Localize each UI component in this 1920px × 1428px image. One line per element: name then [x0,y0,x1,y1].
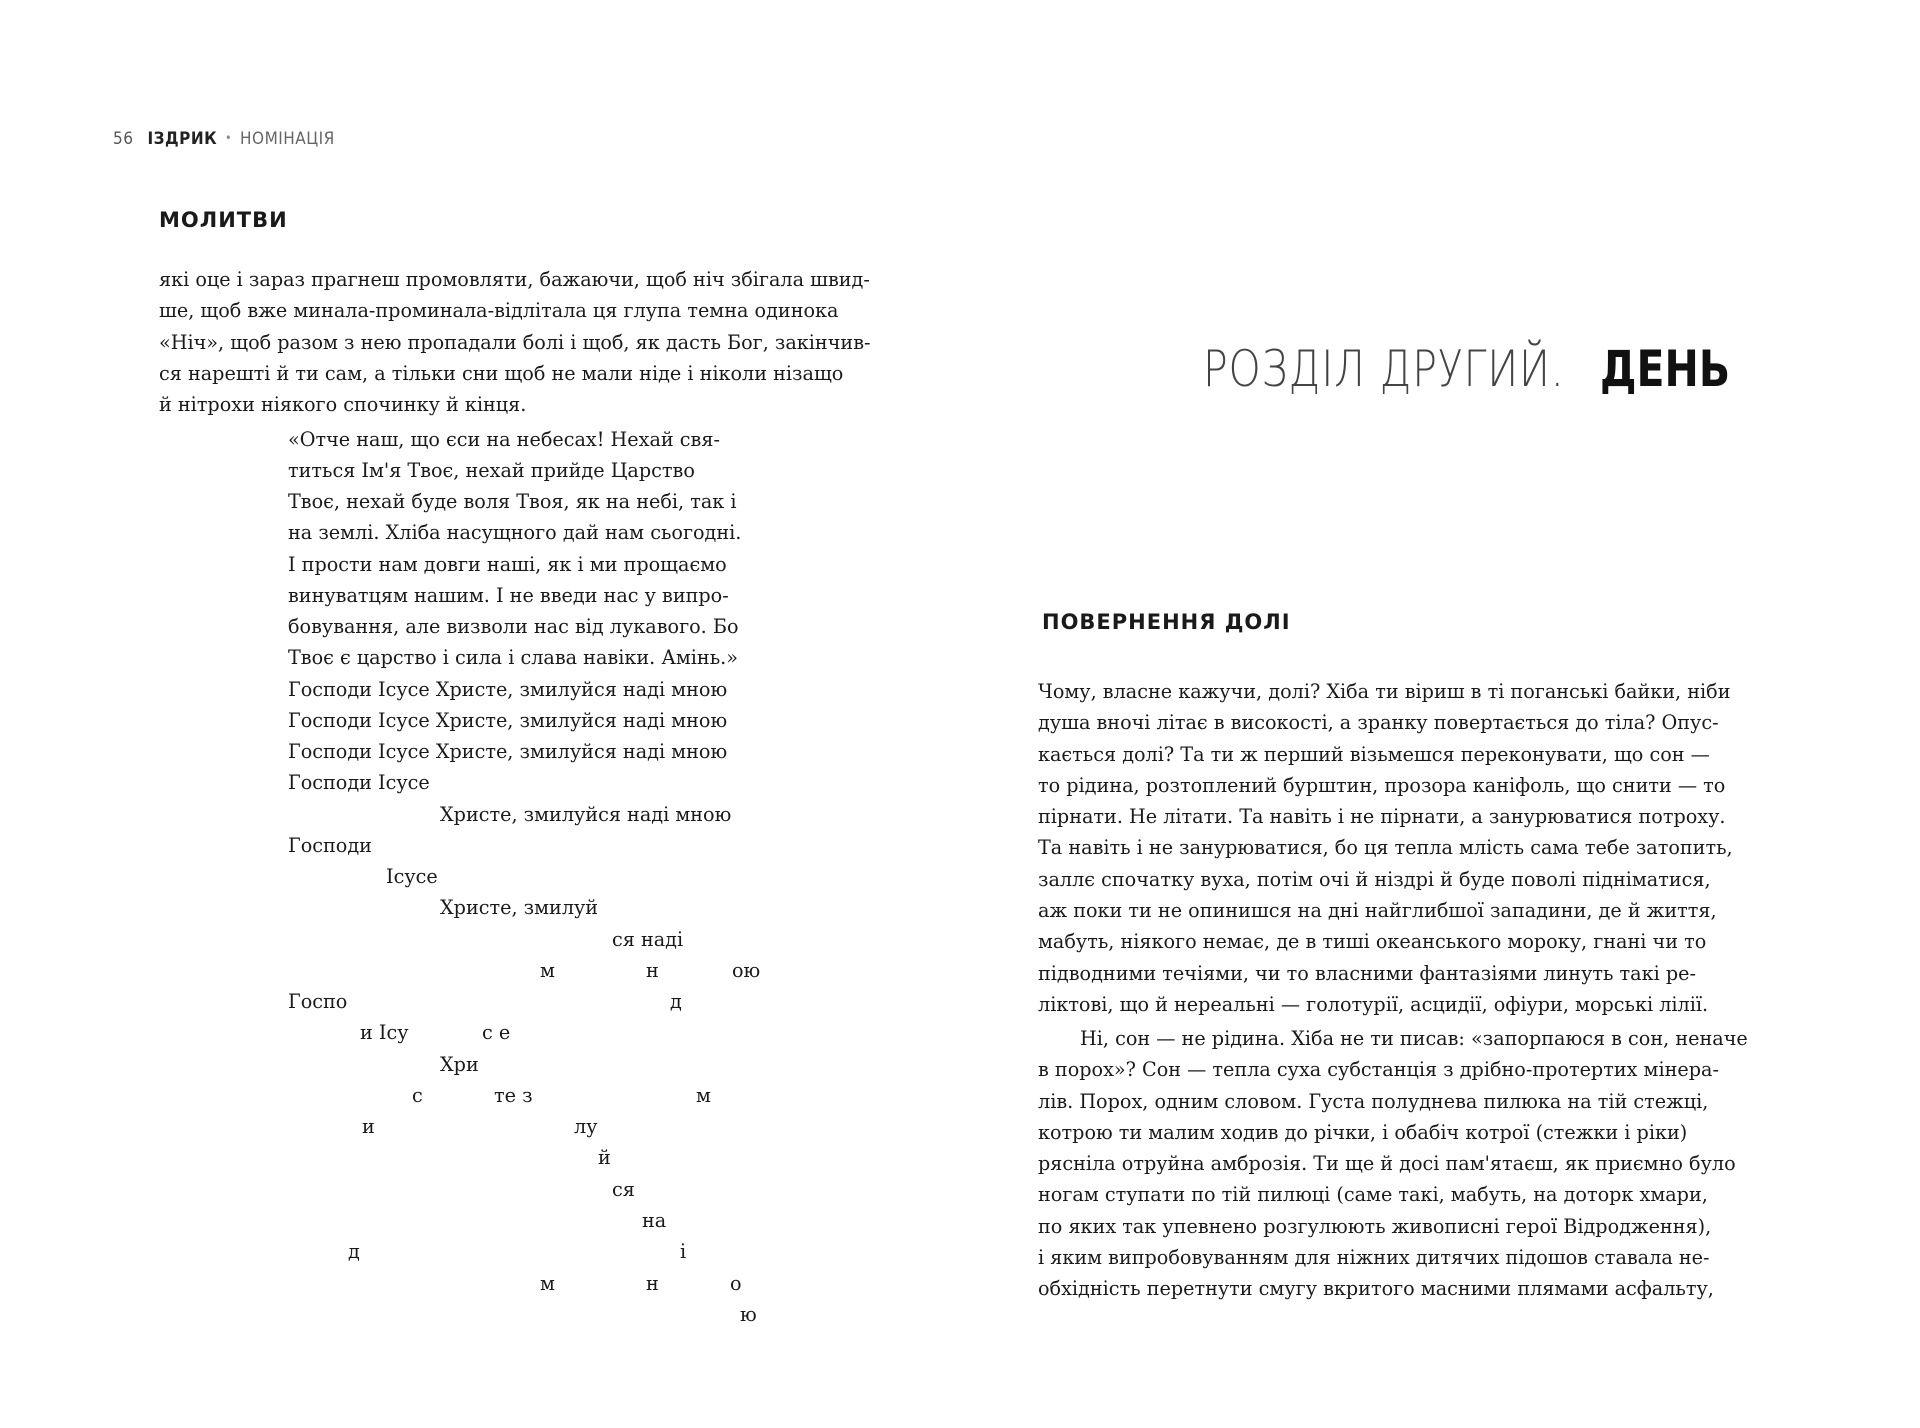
prayer-line: Христе, змилуй [440,896,599,919]
scatter-fragment: с е [482,1021,511,1044]
chapter-title [1203,340,1759,398]
prayer-line: винуватцям нашим. І не введи нас у випро- [288,584,729,607]
scatter-fragment: Хри [440,1053,479,1076]
prayer-line: І прости нам довги наші, як і ми прощаємо [288,553,727,576]
text-line: ногам ступати по тій пилюці (саме такі, мабуть, на доторк хмари, [1038,1183,1708,1207]
prayer-line: Твоє є царство і сила і слава навіки. Амінь.» [288,646,738,669]
text-line: Ні, сон — не рідина. Хіба не ти писав: «запорпаюся в сон, неначе [1080,1027,1748,1050]
prayer-line: Христе, змилуйся наді мною [440,803,732,826]
text-line: ся нарешті й ти сам, а тільки сни щоб не мали ніде і ніколи нізащо [159,361,844,385]
text-line: і яким випробовуванням для ніжних дитячих підошов ставала не- [1038,1246,1710,1270]
scatter-fragment: м [540,1272,555,1295]
left-intro-paragraph [159,264,899,420]
text-line: заллє спочатку вуха, потім очі й ніздрі й буде поволі підніматися, [1038,867,1711,891]
scatter-fragment: ю [740,1303,757,1326]
scatter-fragment: й [598,1146,611,1169]
text-line: Чому, власне кажучи, долі? Хіба ти віриш в ті поганські байки, ніби [1038,680,1731,703]
text-line: лів. Порох, одним словом. Густа полуднева пилюка на тій стежці, [1038,1089,1709,1113]
text-line: підводними течіями, чи то власними фантазіями линуть такі ре- [1038,961,1696,985]
text-line: мабуть, ніякого немає, де в тиші океанського мороку, гнані чи то [1038,930,1707,954]
prayer-line: Господи Ісусе Христе, змилуйся наді мною [288,740,728,763]
scatter-fragment: Госпо [288,990,348,1013]
left-section-title: МОЛИТВИ [159,208,288,232]
prayer-line: Господи Ісусе Христе, змилуйся наді мною [288,678,728,701]
scatter-fragment: и Ісу [360,1021,409,1044]
right-paragraph-2 [1038,1023,1808,1305]
prayer-line: Господи [288,834,372,857]
right-paragraph-1 [1038,676,1808,1020]
prayer-line: бовування, але визволи нас від лукавого. Бо [288,615,739,638]
scatter-fragment: на [642,1209,667,1232]
prayer-line: Господи Ісусе [288,771,430,794]
text-line: аж поки ти не опинишся на дні найглибшої западини, де й життя, [1038,899,1717,923]
scatter-fragment: лу [574,1115,598,1138]
text-line: кається долі? Та ти ж перший візьмешся переконувати, що сон — [1038,742,1710,766]
text-line: котрою ти малим ходив до річки, і обабіч котрої (стежки і ріки) [1038,1120,1688,1144]
scatter-fragment: с [412,1084,423,1107]
text-line: й нітрохи ніякого спочинку й кінця. [159,393,527,417]
prayer-line: «Отче наш, що єси на небесах! Нехай свя- [288,428,720,451]
chapter-title-light: РОЗДІЛ ДРУГИЙ. [1203,340,1565,398]
scatter-fragment: те з [494,1084,533,1107]
scatter-fragment: д [348,1240,360,1263]
text-line: Та навіть і не занурюватися, бо ця тепла млість сама тебе затопить, [1038,836,1733,860]
scatter-fragment: м [696,1084,711,1107]
text-line: ліктові, що й нереальні — голотурії, асцидії, офіури, морські лілії. [1038,992,1709,1016]
page-number: 56 [113,129,134,149]
text-line: «Ніч», щоб разом з нею пропадали болі і щоб, як дасть Бог, закінчив- [159,330,871,354]
text-line: по яких так упевнено розгулюють живописні герої Відродження), [1038,1214,1712,1238]
scatter-fragment: ся [612,1178,635,1201]
prayer-line: на землі. Хліба насущного дай нам сьогодні. [288,521,742,544]
scatter-fragment: о [730,1272,742,1295]
right-section-title: ПОВЕРНЕННЯ ДОЛІ [1042,610,1291,634]
scatter-fragment: д [670,990,682,1013]
prayer-line: Господи Ісусе Христе, змилуйся наді мною [288,709,728,732]
running-header [113,129,335,149]
text-line: ше, щоб вже минала-проминала-відлітала ця глупа темна одинока [159,299,839,323]
scatter-fragment: ою [732,959,761,982]
scatter-fragment: и [362,1115,375,1138]
prayer-line: ся наді [612,928,684,951]
chapter-title-bold: ДЕНЬ [1599,340,1731,398]
header-separator: • [225,131,233,145]
text-line: душа вночі літає в високості, а зранку повертається до тіла? Опус- [1038,711,1719,735]
prayer-line: титься Ім'я Твоє, нехай прийде Царство [288,459,695,482]
header-work-title: НОМІНАЦІЯ [240,129,335,149]
text-line: в порох»? Сон — тепла суха субстанція з дрібно-протертих мінера- [1038,1058,1719,1082]
text-line: які оце і зараз прагнеш промовляти, бажаючи, щоб ніч збігала швид- [159,268,870,291]
text-line: пірнати. Не літати. Та навіть і не пірнати, а занурюватися потроху. [1038,805,1726,829]
header-author: ІЗДРИК [147,129,218,149]
scatter-fragment: н [646,959,659,982]
scatter-fragment: м [540,959,555,982]
text-line: рясніла отруйна амброзія. Ти ще й досі пам'ятаєш, як приємно було [1038,1152,1736,1176]
text-line: то рідина, розтоплений бурштин, прозора каніфоль, що снити — то [1038,773,1726,797]
text-line: обхідність перетнути смугу вкритого масними плямами асфальту, [1038,1277,1714,1301]
scatter-fragment: н [646,1272,659,1295]
prayer-line: Твоє, нехай буде воля Твоя, як на небі, так і [288,490,737,513]
scatter-fragment: і [680,1240,687,1263]
prayer-line: Ісусе [386,865,438,888]
